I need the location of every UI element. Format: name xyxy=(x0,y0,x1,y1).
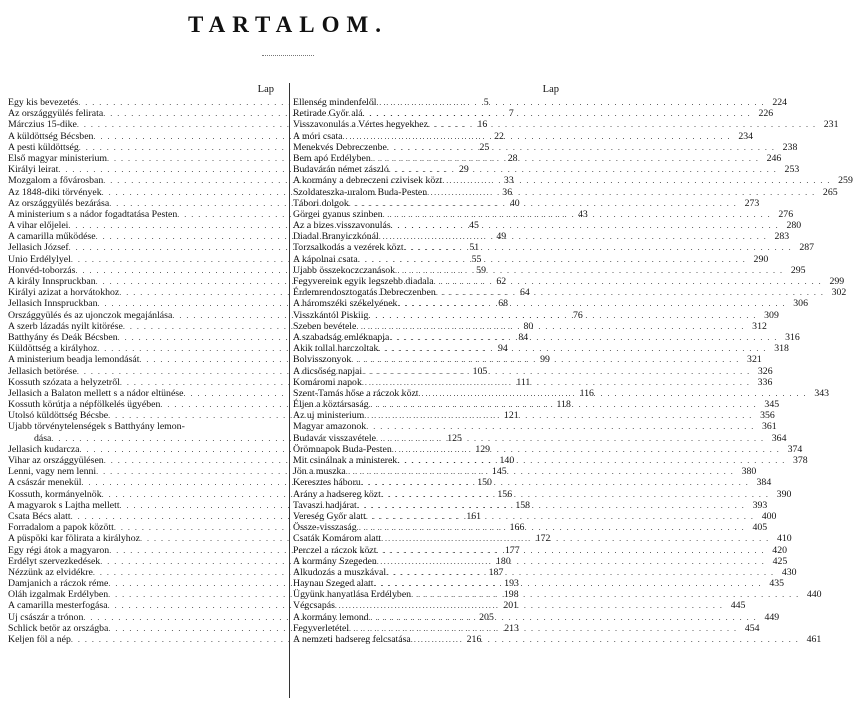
dot-leader xyxy=(391,220,780,231)
toc-entry-page: 224 xyxy=(772,97,788,108)
toc-entry-page: 336 xyxy=(757,376,773,388)
toc-entry-title: Unio Erdélylyel xyxy=(8,253,71,265)
toc-entry xyxy=(293,634,822,645)
toc-entry-title: Vereség Győr alatt xyxy=(293,510,366,522)
toc-entry xyxy=(8,421,280,432)
toc-entry-page: 94 xyxy=(497,343,508,355)
toc-entry xyxy=(293,365,773,377)
toc-entry-page: 172 xyxy=(535,533,551,545)
dot-leader xyxy=(381,533,770,544)
toc-entry-page: 410 xyxy=(776,533,792,545)
dot-leader xyxy=(392,444,781,455)
toc-entry-title: Magyar amazonok xyxy=(293,421,367,433)
toc-entry xyxy=(293,320,767,332)
toc-entry-page: 378 xyxy=(793,455,808,466)
toc-entry-page: 302 xyxy=(831,287,847,299)
toc-entry-title: Egy régi átok a magyaron xyxy=(8,544,110,556)
toc-entry-page: 216 xyxy=(466,634,482,645)
dot-leader xyxy=(442,175,831,186)
toc-entry-title: Honvéd-toborzás xyxy=(8,264,76,276)
toc-entry-title: Budavárán német zászló xyxy=(293,164,389,176)
toc-entry-title: A császár menekül xyxy=(8,477,82,489)
toc-entry-page: 116 xyxy=(579,387,594,399)
toc-entry-title: Az a bizes visszavonulás xyxy=(293,220,391,232)
toc-entry-page: 198 xyxy=(503,589,519,601)
toc-entry-title: Örömnapok Buda-Pesten xyxy=(293,443,392,455)
toc-entry-page: 273 xyxy=(744,197,760,209)
dot-leader xyxy=(379,231,768,242)
toc-entry-title: Szoldateszka-uralom Buda-Pesten xyxy=(293,186,428,198)
toc-entry xyxy=(293,242,815,254)
toc-entry-page: 187 xyxy=(488,566,504,578)
toc-entry xyxy=(293,130,754,142)
toc-entry xyxy=(293,421,777,433)
toc-entry-page: 231 xyxy=(823,119,839,131)
toc-entry xyxy=(293,220,802,232)
dot-leader xyxy=(397,455,786,466)
dot-leader xyxy=(346,466,735,477)
toc-entry-title: Ujabb törvénytelenségek s Batthyány lemon- xyxy=(8,421,185,433)
toc-entry-title: Komáromi napok xyxy=(293,376,362,388)
toc-entry-page: 316 xyxy=(785,331,800,343)
toc-entry-title: Márczius 15-dike xyxy=(8,119,77,131)
toc-entry-title: A háromszéki székelyének xyxy=(293,298,398,310)
toc-entry-title: Menekvés Debreczenbe xyxy=(293,141,387,153)
toc-entry-title: Bem apó Erdélyben xyxy=(293,152,371,164)
dot-leader xyxy=(369,612,758,623)
toc-entry-title: Arány a hadsereg közt xyxy=(293,488,381,500)
toc-entry-page: 287 xyxy=(799,242,815,254)
toc-entry-page: 161 xyxy=(466,510,482,522)
dot-leader xyxy=(378,343,767,354)
toc-entry-title: Mit csinálnak a ministerek xyxy=(293,455,398,466)
toc-entry-title: Egy kis bevezetés xyxy=(8,97,79,108)
toc-entry xyxy=(293,298,808,310)
toc-entry-title: A camarilla mesterfogása xyxy=(8,600,108,612)
toc-entry xyxy=(293,600,746,612)
toc-entry-title: Kossuth, kormányelnök xyxy=(8,488,102,500)
toc-entry-title: A küldöttség Bécsben xyxy=(8,130,94,142)
dot-leader xyxy=(349,198,738,209)
toc-entry-title: Királyi leirat xyxy=(8,164,59,176)
toc-entry-page: 43 xyxy=(577,208,588,220)
toc-entry-page: 121 xyxy=(503,410,519,422)
toc-entry xyxy=(293,108,774,120)
toc-entry-title: Schlick betör az országba xyxy=(8,622,109,634)
toc-entry-page: 374 xyxy=(787,443,803,455)
toc-entry-page: 129 xyxy=(475,443,491,455)
dot-leader xyxy=(386,567,775,578)
toc-entry-page: 299 xyxy=(829,276,845,287)
toc-entry-page: 226 xyxy=(758,108,774,120)
toc-entry-title: Kossuth körútja a népfölkelés ügyében xyxy=(8,399,161,411)
dot-leader xyxy=(369,399,758,410)
toc-entry-page: 430 xyxy=(781,566,797,578)
toc-entry xyxy=(293,466,757,478)
toc-entry-page: 59 xyxy=(476,264,486,276)
toc-entry-page: 156 xyxy=(497,488,513,500)
dot-leader xyxy=(374,578,763,589)
toc-entry-page: 445 xyxy=(730,600,746,612)
toc-entry-page: 193 xyxy=(504,578,519,590)
toc-entry xyxy=(293,175,853,187)
dot-leader xyxy=(381,489,770,500)
toc-entry-title: Erdélyt szervezkedések xyxy=(8,555,101,567)
toc-entry-title: Jellasich József xyxy=(8,242,69,254)
page-column-header: Lap xyxy=(257,84,274,95)
toc-entry xyxy=(293,253,769,265)
dot-leader xyxy=(395,265,784,276)
toc-entry-title: Csata Bécs alatt xyxy=(8,510,71,522)
dot-leader xyxy=(368,310,757,321)
toc-entry xyxy=(293,522,768,534)
dot-leader xyxy=(419,388,808,399)
toc-entry-page: 238 xyxy=(782,141,798,153)
toc-entry-page: 356 xyxy=(760,410,775,422)
toc-entry xyxy=(293,231,790,243)
toc-entry-page: 253 xyxy=(784,164,800,176)
toc-entry-page: 280 xyxy=(786,220,802,232)
toc-entry-title: Az uj ministerium xyxy=(293,410,365,422)
toc-entry-page: 290 xyxy=(753,253,769,265)
dot-leader xyxy=(358,254,747,265)
dot-leader xyxy=(404,242,793,253)
toc-entry-title: Küldöttség a királyhoz xyxy=(8,343,98,355)
toc-entry-page: 435 xyxy=(769,578,785,590)
dot-leader xyxy=(387,142,776,153)
toc-entry-page: 55 xyxy=(471,253,482,265)
toc-entry-page: 201 xyxy=(503,600,519,612)
dot-leader xyxy=(383,209,772,220)
dot-leader xyxy=(411,589,800,600)
toc-entry-page: 62 xyxy=(496,276,507,287)
toc-entry-page: 425 xyxy=(772,555,788,567)
toc-entry-page: 111 xyxy=(516,376,531,388)
dot-leader xyxy=(335,600,724,611)
toc-entry xyxy=(293,264,806,276)
toc-entry xyxy=(293,566,797,578)
toc-entry-title: Az 1848-diki törvények xyxy=(8,186,102,198)
dot-leader xyxy=(343,131,732,142)
toc-entry-page: 440 xyxy=(806,589,822,601)
toc-entry-title: A pesti küldöttség xyxy=(8,141,79,153)
dot-leader xyxy=(377,545,766,556)
toc-entry-title: Országgyülés és az ujonczok megajánlása xyxy=(8,309,173,321)
toc-entry-title: Haynau Szeged alatt xyxy=(293,578,374,590)
dot-leader xyxy=(434,276,823,287)
toc-entry-title: Ügyünk hanyatlása Erdélyben xyxy=(293,589,412,601)
toc-entry-page: 400 xyxy=(761,510,777,522)
toc-entry-title: Szent-Tamás hőse a ráczok közt xyxy=(293,387,419,399)
toc-entry-page: 312 xyxy=(752,320,767,332)
page-column-header: Lap xyxy=(542,84,559,95)
page-title: TARTALOM. xyxy=(188,12,388,37)
dot-leader xyxy=(428,119,817,130)
toc-entry-title: Szeben bevétele xyxy=(293,320,357,332)
dot-leader xyxy=(351,354,740,365)
toc-entry-page: 5 xyxy=(483,97,489,108)
toc-entry-page: 309 xyxy=(764,309,779,321)
toc-entry-title: Keljen föl a nép xyxy=(8,634,71,645)
toc-entry xyxy=(293,197,760,209)
toc-entry xyxy=(293,354,762,366)
toc-entry-page: 321 xyxy=(747,354,762,366)
toc-entry xyxy=(293,399,780,411)
toc-entry-page: 461 xyxy=(806,634,822,645)
toc-entry xyxy=(293,499,768,511)
toc-entry-title: Görgei gyanus szinben xyxy=(293,208,383,220)
toc-entry-title: Damjanich a ráczok réme xyxy=(8,578,109,590)
dot-leader xyxy=(362,377,751,388)
toc-entry xyxy=(293,611,780,623)
toc-entry-page: 29 xyxy=(459,164,469,176)
toc-entry-page: 265 xyxy=(822,186,838,198)
dot-leader xyxy=(361,477,750,488)
toc-entry-page: 118 xyxy=(556,399,571,411)
toc-entry-title: Jellasich Innspruckban xyxy=(8,298,98,310)
toc-entry-title: Diadal Branyiczkónál xyxy=(293,231,379,243)
toc-entry-title: A király Innspruckban xyxy=(8,276,96,287)
toc-entry-title: Fegyvereink egyik legszebb diadala xyxy=(293,276,434,287)
toc-entry-page: 180 xyxy=(496,555,511,567)
toc-entry-title: Végcsapás xyxy=(293,600,335,612)
toc-entry-page: 449 xyxy=(764,611,780,623)
toc-entry-title: Tavaszi hadjárat xyxy=(293,499,357,511)
toc-entry-page: 276 xyxy=(778,208,794,220)
toc-entry-title: Össze-visszaság xyxy=(293,522,357,534)
toc-entry-title: A kormány Szegeden xyxy=(293,555,377,567)
toc-entry-page: 393 xyxy=(752,499,768,511)
toc-entry-title: A kormány a debreczeni czivisek közt xyxy=(293,175,443,187)
toc-entry-page: 125 xyxy=(447,432,462,444)
toc-entry-page: 246 xyxy=(766,152,782,164)
dot-leader xyxy=(411,634,800,645)
toc-entry xyxy=(293,97,788,108)
toc-entry-page: 105 xyxy=(472,365,488,377)
toc-entry-title: Keresztes háboru xyxy=(293,477,361,489)
toc-entry-page: 84 xyxy=(518,331,529,343)
toc-entry-page: 318 xyxy=(774,343,789,355)
toc-entry xyxy=(293,555,788,567)
dot-leader xyxy=(377,97,766,108)
toc-entry-page: 16 xyxy=(477,119,488,131)
toc-entry-title: Ujabb összekoczczanások xyxy=(293,264,396,276)
toc-entry-page: 145 xyxy=(491,466,507,478)
toc-entry-title: Retirade Győr alá xyxy=(293,108,363,120)
toc-entry-title: Nézzünk az elvidékre xyxy=(8,566,93,578)
toc-entry-page: 326 xyxy=(757,365,773,377)
toc-entry-title: Érdemrendosztogatás Debreczenben xyxy=(293,287,436,299)
toc-entry-title: Jellasich kudarcza xyxy=(8,443,80,455)
toc-entry-page: 150 xyxy=(477,477,492,489)
toc-entry-title: Perczel a ráczok közt xyxy=(293,544,377,556)
toc-entry xyxy=(293,443,803,455)
toc-entry-page: 36 xyxy=(502,186,513,198)
toc-entry-page: 158 xyxy=(515,499,531,511)
toc-entry-page: 306 xyxy=(793,298,808,310)
toc-entry-title: Fegyverletétel xyxy=(293,622,350,634)
toc-entry-title: Visszkántól Piskiig xyxy=(293,309,369,321)
toc-entry-title: A dicsőség napjai xyxy=(293,365,363,377)
dot-leader xyxy=(363,108,752,119)
toc-entry-title: Csaták Komárom alatt xyxy=(293,533,382,545)
toc-entry-title: Első magyar ministerium xyxy=(8,152,108,164)
toc-entry xyxy=(293,477,772,489)
toc-entry-title: Uj császár a trónon xyxy=(8,611,84,623)
toc-entry-page: 25 xyxy=(479,141,490,153)
dot-leader xyxy=(362,366,751,377)
toc-entry-page: 33 xyxy=(503,175,514,187)
toc-entry-page: 384 xyxy=(756,477,772,489)
dot-leader xyxy=(377,556,766,567)
toc-entry-page: 213 xyxy=(504,622,519,634)
toc-entry-page: 345 xyxy=(764,399,780,411)
title-divider xyxy=(262,55,314,56)
toc-entry-page: 364 xyxy=(771,432,787,444)
toc-entry-title: A szabadság emléknapja xyxy=(293,331,390,343)
toc-entry-title: Alkudozás a muszkával xyxy=(293,566,387,578)
toc-entry xyxy=(293,343,789,355)
toc-entry-page: 49 xyxy=(496,231,507,243)
dot-leader xyxy=(357,500,746,511)
toc-entry xyxy=(293,544,787,556)
toc-entry-page: 259 xyxy=(838,175,853,187)
toc-entry xyxy=(293,410,775,422)
toc-entry xyxy=(293,164,800,176)
toc-entry-page: 80 xyxy=(523,320,534,332)
dot-leader xyxy=(397,298,786,309)
toc-entry-page: 283 xyxy=(774,231,790,243)
toc-entry-title: A magyarok s Lajtha mellett xyxy=(8,499,120,511)
dot-leader xyxy=(371,153,760,164)
toc-entry-title: Ellenség mindenfelől xyxy=(293,97,377,108)
toc-entry-page: 454 xyxy=(744,622,760,634)
toc-entry xyxy=(293,186,838,198)
toc-entry-page: 166 xyxy=(509,522,525,534)
dot-leader xyxy=(389,164,778,175)
toc-entry xyxy=(293,510,777,522)
toc-entry-title: A nemzeti hadsereg felcsatása xyxy=(293,634,411,645)
dot-leader xyxy=(357,522,746,533)
dot-leader xyxy=(389,332,778,343)
dot-leader xyxy=(436,287,825,298)
toc-entry-page: 234 xyxy=(738,130,754,142)
dot-leader xyxy=(366,421,755,432)
toc-entry-title: Forradalom a papok között xyxy=(8,522,114,534)
toc-entry-page: 51 xyxy=(469,242,480,254)
toc-entry-page: 343 xyxy=(814,387,830,399)
toc-entry xyxy=(293,455,808,466)
toc-entry-title: dása xyxy=(34,432,52,444)
dot-leader xyxy=(376,433,765,444)
toc-entry-page: 405 xyxy=(752,522,768,534)
toc-entry-page: 140 xyxy=(499,455,515,466)
toc-entry-title: Jellasich a Balaton mellett s a nádor eltünése xyxy=(8,387,184,399)
toc-entry-page: 420 xyxy=(772,544,787,556)
toc-entry xyxy=(293,432,787,444)
toc-entry-page: 205 xyxy=(479,611,494,623)
dot-leader xyxy=(349,623,738,634)
toc-entry-title: Torzsalkodás a vezérek közt xyxy=(293,242,404,254)
toc-entry-page: 68 xyxy=(498,298,509,310)
toc-entry xyxy=(293,488,792,500)
toc-entry-title: A móri csata xyxy=(293,130,343,142)
toc-entry-title: Kossuth szózata a helyzetről xyxy=(8,376,120,388)
toc-entry xyxy=(293,622,760,634)
toc-entry-page: 22 xyxy=(494,130,504,142)
toc-entry-page: 45 xyxy=(469,220,479,232)
toc-entry-title: Jön a muszka xyxy=(293,466,346,478)
toc-entry-title: Tábori dolgok xyxy=(293,197,349,209)
toc-entry-page: 380 xyxy=(741,466,757,478)
toc-entry xyxy=(293,119,839,131)
toc-entry-title: A kápolnai csata xyxy=(293,253,358,265)
toc-entry-title: Mozgalom a fővárosban xyxy=(8,175,104,187)
toc-entry-title: Éljen a köztársaság xyxy=(293,399,369,411)
toc-entry-title: A ministerium beadja lemondását xyxy=(8,354,140,366)
toc-entry xyxy=(293,533,792,545)
toc-entry-title: Királyi azizat a horvátokhoz xyxy=(8,287,120,299)
toc-entry-title: Jellasich betörése xyxy=(8,365,77,377)
toc-entry-title: Batthyány és Deák Bécsben xyxy=(8,331,118,343)
toc-entry-page: 76 xyxy=(573,309,583,321)
toc-entry-title: Bolvisszonyok xyxy=(293,354,352,366)
dot-leader xyxy=(427,187,816,198)
toc-entry-title: Az országgyülés felirata xyxy=(8,108,104,120)
toc-entry-title: Akik tollal harczoltak xyxy=(293,343,379,355)
toc-entry-title: A szerb lázadás nyilt kitörése xyxy=(8,320,123,332)
toc-entry-page: 99 xyxy=(540,354,550,366)
toc-entry-page: 295 xyxy=(790,264,806,276)
toc-entry-title: A camarilla működése xyxy=(8,231,96,243)
toc-entry-title: Lenni, vagy nem lenni xyxy=(8,466,97,478)
toc-entry-title: A ministerium s a nádor fogadtatása Pesten xyxy=(8,208,178,220)
toc-entry xyxy=(293,376,773,388)
dot-leader xyxy=(356,321,745,332)
toc-entry xyxy=(293,331,800,343)
toc-entry-page: 40 xyxy=(509,197,520,209)
dot-leader xyxy=(364,410,753,421)
toc-entry xyxy=(293,589,822,601)
toc-entry-title: A vihar előjelei xyxy=(8,220,69,232)
toc-entry-page: 28 xyxy=(507,152,518,164)
toc-entry-title: Oláh izgalmak Erdélyben xyxy=(8,589,109,601)
toc-entry-title: A püspöki kar fölirata a királyhoz xyxy=(8,533,140,545)
toc-entry-page: 64 xyxy=(519,287,530,299)
toc-entry-page: 7 xyxy=(508,108,514,120)
toc-entry-title: A kormány lemond xyxy=(293,611,369,623)
toc-entry xyxy=(293,141,798,153)
toc-entry xyxy=(293,578,785,590)
toc-entry-title: Az országgyülés bezárása xyxy=(8,197,110,209)
toc-entry xyxy=(293,287,847,299)
dot-leader xyxy=(366,511,755,522)
toc-entry xyxy=(293,276,845,287)
toc-entry-title: Vihar az országgyülésen xyxy=(8,455,104,466)
toc-entry-page: 390 xyxy=(776,488,792,500)
toc-entry xyxy=(293,152,782,164)
toc-entry-title: Budavár visszavétele xyxy=(293,432,376,444)
toc-entry-title: Utolsó küldöttség Bécsbe xyxy=(8,410,109,422)
toc-entry-title: Visszavonulás a Vértes hegyekhez xyxy=(293,119,428,131)
toc-entry-page: 177 xyxy=(505,544,520,556)
toc-entry-page: 361 xyxy=(761,421,777,433)
